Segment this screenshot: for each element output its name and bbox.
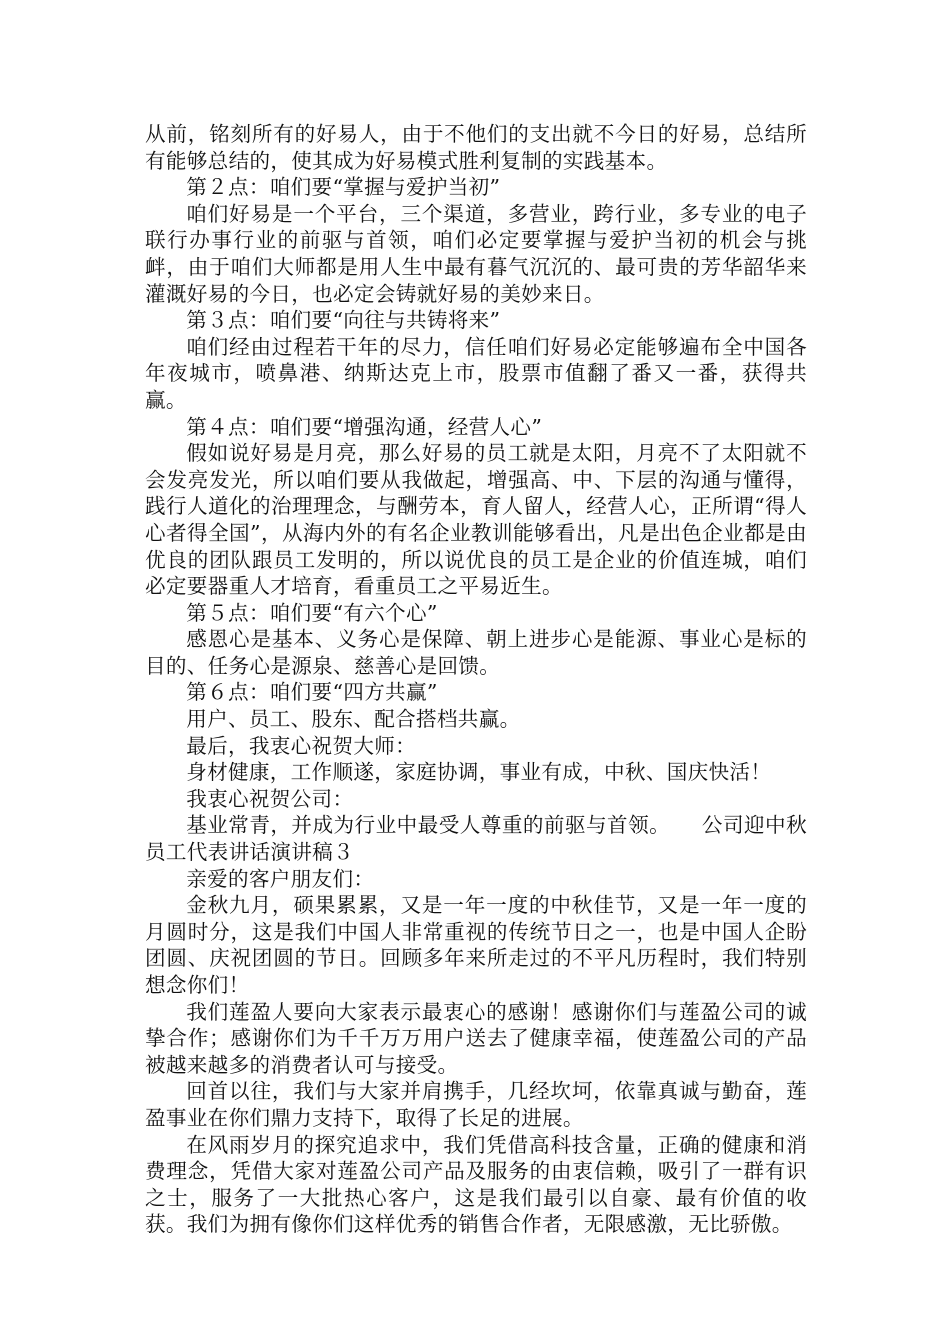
paragraph: 亲爱的客户朋友们：: [186, 866, 375, 891]
paragraph: 金秋九月，硕果累累，又是一年一度的中秋佳节，又是一年一度的月圆时分，这是我们中国人非常重视的传统节日之一，也是中国人企盼团圆、庆祝团圆的节日。回顾多年来所走过的不平凡历程时，我们特别想念你们！: [145, 893, 807, 997]
section-heading: 第２点：咱们要“掌握与爱护当初”: [186, 175, 501, 200]
section-heading: 第３点：咱们要“向往与共铸将来”: [186, 308, 501, 333]
paragraph: 在风雨岁月的探究追求中，我们凭借高科技含量，正确的健康和消费理念，凭借大家对莲盈公司产品及服务的由衷信赖，吸引了一群有识之士，服务了一大批热心客户，这是我们最引以自豪、最有价值的收获。我们为拥有像你们这样优秀的销售合作者，无限感激，无比骄傲。: [145, 1132, 807, 1237]
paragraph: 咱们经由过程若干年的尽力，信任咱们好易必定能够遍布全中国各年夜城市，喷鼻港、纳斯达克上市，股票市值翻了番又一番，获得共赢。: [145, 334, 807, 412]
paragraph: 用户、员工、股东、配合搭档共赢。: [186, 707, 521, 732]
paragraph: 咱们好易是一个平台，三个渠道，多营业，跨行业，多专业的电子联行办事行业的前驱与首领，咱们必定要掌握与爱护当初的机会与挑衅，由于咱们大师都是用人生中最有暮气沉沉的、最可贵的芳华韶华来灌溉好易的今日，也必定会铸就好易的美妙来日。: [145, 201, 807, 306]
document-body: [145, 121, 807, 1238]
paragraph: 我们莲盈人要向大家表示最衷心的感谢！感谢你们与莲盈公司的诚挚合作；感谢你们为千千万万用户送去了健康幸福，使莲盈公司的产品被越来越多的消费者认可与接受。: [145, 999, 807, 1077]
paragraph: 回首以往，我们与大家并肩携手，几经坎坷，依靠真诚与勤奋，莲盈事业在你们鼎力支持下，取得了长足的进展。: [145, 1079, 807, 1130]
paragraph: 感恩心是基本、义务心是保障、朝上进步心是能源、事业心是标的目的、任务心是源泉、慈善心是回馈。: [145, 627, 807, 678]
paragraph: 假如说好易是月亮，那么好易的员工就是太阳，月亮不了太阳就不会发亮发光，所以咱们要从我做起，增强高、中、下层的沟通与懂得，践行人道化的治理理念，与酬劳本，育人留人，经营人心，正所谓“得人心者得全国”，从海内外的有名企业教训能够看出，凡是出色企业都是由优良的团队跟员工发明的，所以说优良的员工是企业的价值连城，咱们必定要器重人才培育，看重员工之平易近生。: [145, 441, 807, 599]
section-heading: 第４点：咱们要“增强沟通，经营人心”: [186, 414, 543, 439]
paragraph: 从前，铭刻所有的好易人，由于不他们的支出就不今日的好易，总结所有能够总结的，使其成为好易模式胜利复制的实践基本。: [145, 122, 807, 173]
paragraph: 我衷心祝贺公司：: [186, 786, 354, 811]
paragraph: 最后，我衷心祝贺大师：: [186, 733, 417, 758]
section-heading: 第５点：咱们要“有六个心”: [186, 600, 438, 625]
paragraph: 身材健康，工作顺遂，家庭协调，事业有成，中秋、国庆快活！: [186, 760, 772, 785]
paragraph: 基业常青，并成为行业中最受人尊重的前驱与首领。 公司迎中秋员工代表讲话演讲稿３: [145, 813, 807, 865]
section-heading: 第６点：咱们要“四方共赢”: [186, 680, 438, 705]
